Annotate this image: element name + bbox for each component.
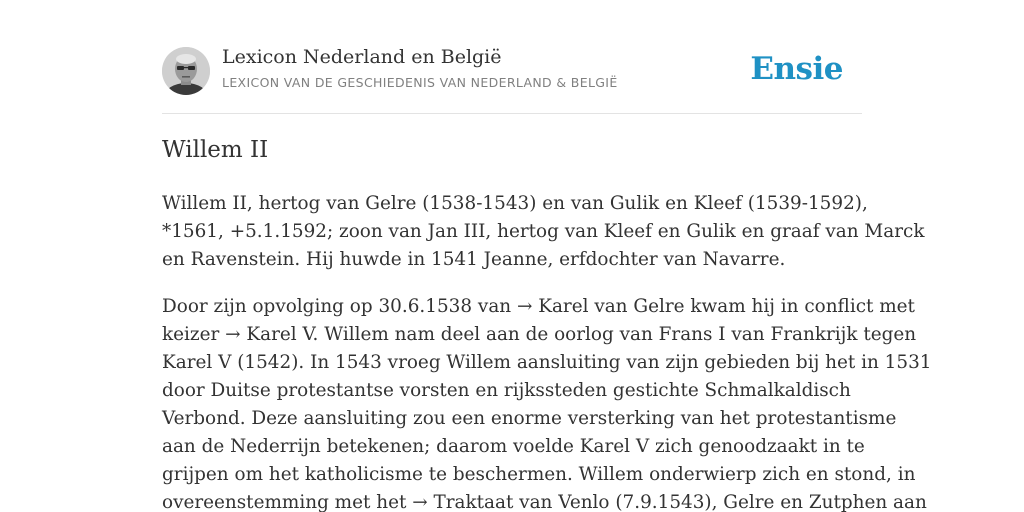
source-title[interactable]: Lexicon Nederland en België xyxy=(222,46,502,68)
text-line: grijpen om het katholicisme te beschermen. Willem onderwierp zich en stond, in xyxy=(162,464,916,485)
text-line: Karel V (1542). In 1543 vroeg Willem aansluiting van zijn gebieden bij het in 1531 xyxy=(162,352,932,373)
text-line: door Duitse protestantse vorsten en rijkssteden gestichte Schmalkaldisch xyxy=(162,380,851,401)
text-line: keizer → Karel V. Willem nam deel aan de oorlog van Frans I van Frankrijk tegen xyxy=(162,324,917,345)
text-line: Door zijn opvolging op 30.6.1538 van → Karel van Gelre kwam hij in conflict met xyxy=(162,296,915,317)
article-title: Willem II xyxy=(162,137,269,163)
author-avatar[interactable] xyxy=(162,47,210,95)
source-subtitle: LEXICON VAN DE GESCHIEDENIS VAN NEDERLAND & BELGIË xyxy=(222,75,618,90)
text-line: en Ravenstein. Hij huwde in 1541 Jeanne, erfdochter van Navarre. xyxy=(162,249,786,270)
ensie-logo[interactable]: Ensie xyxy=(750,51,843,87)
paragraph xyxy=(162,190,925,274)
text-line: Verbond. Deze aansluiting zou een enorme versterking van het protestantisme xyxy=(162,408,897,429)
text-line: *1561, +5.1.1592; zoon van Jan III, hertog van Kleef en Gulik en graaf van Marck xyxy=(162,221,925,242)
source-header xyxy=(162,45,862,97)
article-body xyxy=(162,190,932,512)
text-line: aan de Nederrijn betekenen; daarom voelde Karel V zich genoodzaakt in te xyxy=(162,436,865,457)
text-line: Willem II, hertog van Gelre (1538-1543) en van Gulik en Kleef (1539-1592), xyxy=(162,193,868,214)
author-photo-icon xyxy=(162,47,210,95)
header-divider xyxy=(162,113,862,114)
paragraph xyxy=(162,293,932,512)
text-line: overeenstemming met het → Traktaat van Venlo (7.9.1543), Gelre en Zutphen aan xyxy=(162,492,927,512)
